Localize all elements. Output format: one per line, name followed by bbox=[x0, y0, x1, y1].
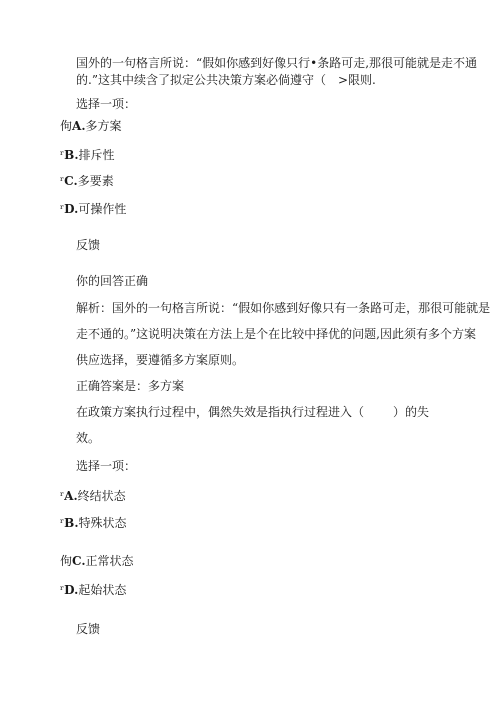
option-text: 特殊状态 bbox=[78, 516, 127, 530]
option-text: 终结状态 bbox=[77, 489, 126, 503]
q2-option-b[interactable] bbox=[60, 515, 127, 531]
option-letter: D. bbox=[64, 202, 79, 216]
q1-choose-label: 选择一项： bbox=[76, 97, 137, 111]
q2-option-c[interactable] bbox=[60, 553, 134, 569]
option-text: 起始状态 bbox=[78, 583, 127, 597]
q2-feedback-label: 反馈 bbox=[76, 622, 101, 636]
q1-correct-answer: 正确答案是：多方案 bbox=[76, 379, 185, 393]
q1-analysis-line2: 走不通的。”这说明决策在方法上是个在比较中择优的问题,因此须有多个方案 bbox=[76, 327, 476, 341]
option-marker: ʳ bbox=[60, 583, 65, 597]
option-text: 正常状态 bbox=[85, 554, 134, 568]
q1-analysis-line1: 解析：国外的一句格言所说：“假如你感到好像只有一条路可走，那很可能就是 bbox=[76, 301, 491, 315]
option-letter: D. bbox=[64, 583, 79, 597]
option-marker: ʳ bbox=[60, 174, 65, 188]
option-letter: C. bbox=[64, 174, 78, 188]
q1-option-d[interactable] bbox=[60, 201, 126, 217]
q1-stem-line1: 国外的一句格言所说：“假如你感到好像只行•条路可走,那很可能就是走不通 bbox=[76, 56, 478, 70]
option-text: 多要素 bbox=[77, 174, 114, 188]
option-marker: 佝 bbox=[60, 119, 73, 133]
option-letter: A. bbox=[72, 119, 86, 133]
q2-stem-line2: 效。 bbox=[76, 431, 101, 445]
q1-feedback-label: 反馈 bbox=[76, 238, 101, 252]
option-text: 可操作性 bbox=[78, 202, 127, 216]
q1-option-c[interactable] bbox=[60, 173, 114, 189]
q2-stem-line1-a: 在政策方案执行过程中，偶然失效是指执行过程进入（ bbox=[76, 405, 365, 419]
q1-analysis-line3: 供应选择，要遵循多方案原则。 bbox=[76, 353, 245, 367]
option-text: 排斥性 bbox=[78, 148, 115, 162]
option-marker: 佝 bbox=[60, 554, 73, 568]
option-letter: A. bbox=[64, 489, 78, 503]
option-marker: ʳ bbox=[60, 148, 65, 162]
option-marker: ʳ bbox=[60, 516, 65, 530]
q1-option-a[interactable] bbox=[60, 118, 122, 134]
q2-stem-line1-b: ）的失 bbox=[393, 405, 430, 419]
q2-option-d[interactable] bbox=[60, 582, 126, 598]
q1-stem-line2: 的.”这其中续含了拟定公共决策方案必倘遵守（ >限则. bbox=[76, 73, 376, 87]
option-letter: C. bbox=[72, 554, 86, 568]
q1-your-answer: 你的回答正确 bbox=[76, 274, 149, 288]
option-text: 多方案 bbox=[85, 119, 122, 133]
option-marker: ʳ bbox=[60, 489, 65, 503]
q1-option-b[interactable] bbox=[60, 147, 115, 163]
option-marker: ʳ bbox=[60, 202, 65, 216]
q2-choose-label: 选择一项： bbox=[76, 459, 137, 473]
q2-option-a[interactable] bbox=[60, 488, 126, 504]
option-letter: B. bbox=[64, 148, 79, 162]
option-letter: B. bbox=[64, 516, 79, 530]
